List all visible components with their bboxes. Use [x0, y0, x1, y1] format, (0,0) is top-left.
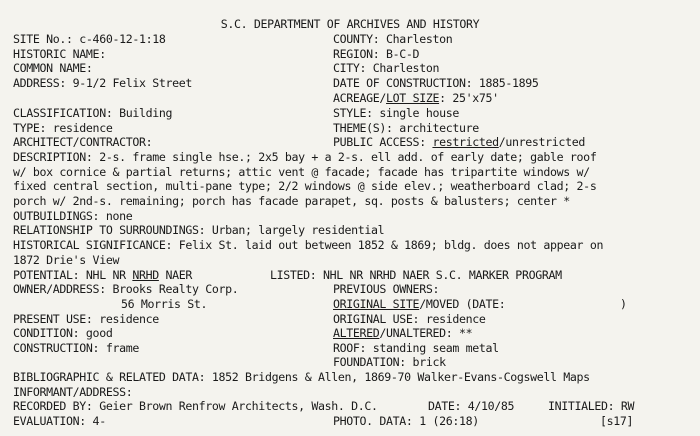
- potential-nrhd: NRHD: [132, 268, 159, 282]
- potential: [13, 268, 192, 283]
- public-access-unrestricted: /unrestricted: [498, 135, 585, 149]
- sheet-code: [s17]: [600, 414, 634, 428]
- address: ADDRESS: 9-1/2 Felix Street: [13, 76, 193, 90]
- present-use: PRESENT USE: residence: [13, 312, 159, 326]
- city: CITY: Charleston: [333, 61, 440, 75]
- public-access-label: PUBLIC ACCESS:: [333, 135, 433, 149]
- date-of-construction: DATE OF CONSTRUCTION: 1885-1895: [333, 76, 539, 90]
- type: TYPE: residence: [13, 121, 113, 135]
- construction: CONSTRUCTION: frame: [13, 341, 139, 355]
- description-line: w/ box cornice & partial returns; attic vent @ facade; facade has tripartite windows w/: [13, 165, 590, 179]
- informant-address: INFORMANT/ADDRESS:: [13, 385, 133, 399]
- owner-address: OWNER/ADDRESS: Brooks Realty Corp.: [13, 282, 239, 296]
- region: REGION: B-C-D: [333, 47, 420, 61]
- foundation: FOUNDATION: brick: [333, 355, 446, 369]
- moved-date: /MOVED (DATE:: [419, 297, 506, 311]
- potential-label: POTENTIAL: NHL NR: [13, 268, 133, 282]
- classification: CLASSIFICATION: Building: [13, 106, 173, 120]
- unaltered: /UNALTERED: **: [379, 326, 473, 340]
- previous-owners: PREVIOUS OWNERS:: [333, 282, 440, 296]
- recorded-by: RECORDED BY: Geier Brown Renfrow Architects, Wash. D.C.: [13, 399, 378, 413]
- themes: THEME(S): architecture: [333, 121, 479, 135]
- public-access: [333, 135, 585, 150]
- evaluation: EVALUATION: 4-: [13, 414, 106, 428]
- bibliographic-data: BIBLIOGRAPHIC & RELATED DATA: 1852 Bridgens & Allen, 1869-70 Walker-Evans-Cogswell Maps: [13, 370, 590, 384]
- outbuildings: OUTBUILDINGS: none: [13, 209, 133, 223]
- acreage-lot-size: [333, 91, 499, 106]
- acreage-label: ACREAGE/: [333, 91, 387, 105]
- moved-date-close: ): [620, 297, 627, 311]
- altered: ALTERED: [333, 326, 380, 340]
- condition: CONDITION: good: [13, 326, 113, 340]
- initialed: INITIALED: RW: [548, 399, 635, 413]
- historical-significance-line: 1872 Drie's View: [13, 253, 120, 267]
- description-line: DESCRIPTION: 2-s. frame single hse.; 2x5 bay + a 2-s. ell add. of early date; gable roof: [13, 150, 597, 164]
- owner-address-street: 56 Morris St.: [121, 297, 208, 311]
- style: STYLE: single house: [333, 106, 459, 120]
- common-name: COMMON NAME:: [13, 61, 93, 75]
- description-line: fixed central section, multi-pane type; 2/2 windows @ side elev.; weatherboard clad; 2-s: [13, 179, 597, 193]
- historical-significance-line: HISTORICAL SIGNIFICANCE: Felix St. laid out between 1852 & 1869; bldg. does not appear on: [13, 238, 604, 252]
- photo-data: PHOTO. DATA: 1 (26:18): [333, 414, 479, 428]
- architect-contractor: ARCHITECT/CONTRACTOR:: [13, 135, 153, 149]
- site-number: SITE No.: c-460-12-1:18: [13, 32, 166, 46]
- listed: LISTED: NHL NR NRHD NAER S.C. MARKER PROGRAM: [270, 268, 562, 282]
- original-site-moved: [333, 297, 505, 312]
- historic-name: HISTORIC NAME:: [13, 47, 106, 61]
- lot-size-label: LOT SIZE: [386, 91, 440, 105]
- relationship-to-surroundings: RELATIONSHIP TO SURROUNDINGS: Urban; largely residential: [13, 223, 385, 237]
- record-date: DATE: 4/10/85: [428, 399, 515, 413]
- original-site: ORIGINAL SITE: [333, 297, 420, 311]
- page-title: S.C. DEPARTMENT OF ARCHIVES AND HISTORY: [220, 17, 480, 31]
- original-use: ORIGINAL USE: residence: [333, 312, 486, 326]
- public-access-restricted: restricted: [432, 135, 499, 149]
- lot-size-value: : 25'x75': [439, 91, 499, 105]
- altered-unaltered: [333, 326, 472, 341]
- potential-naer: NAER: [158, 268, 193, 282]
- county: COUNTY: Charleston: [333, 32, 453, 46]
- roof: ROOF: standing seam metal: [333, 341, 499, 355]
- description-line: porch w/ 2nd-s. remaining; porch has facade parapet, sq. posts & balusters; center *: [13, 194, 570, 208]
